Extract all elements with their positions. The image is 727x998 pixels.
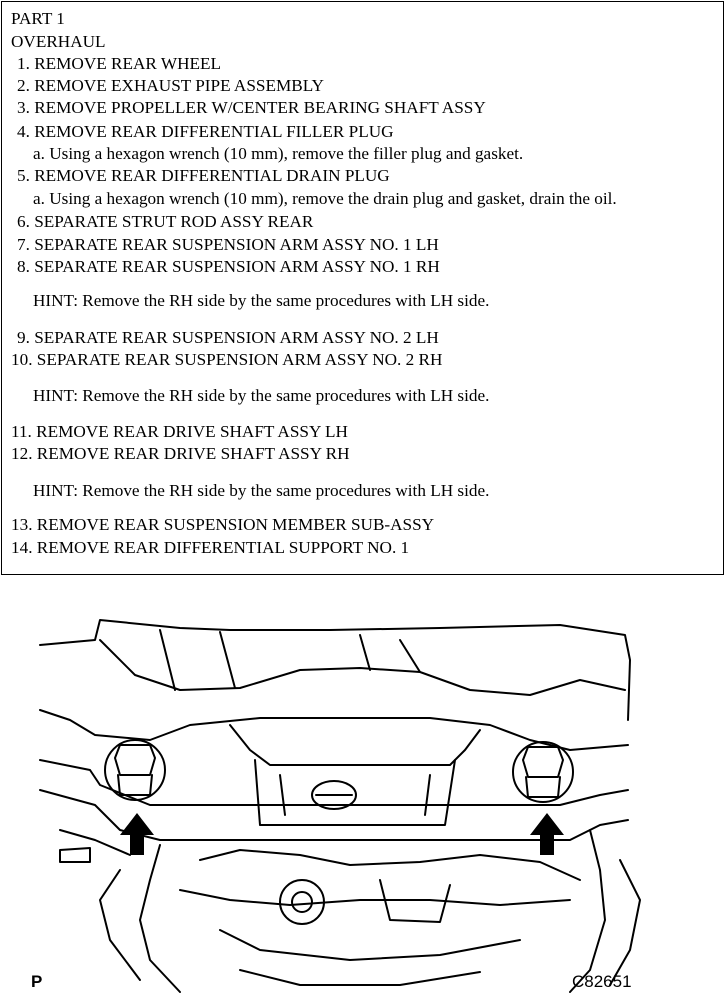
step-14: 14. REMOVE REAR DIFFERENTIAL SUPPORT NO. 1 xyxy=(11,538,410,557)
step-6: 6. SEPARATE STRUT ROD ASSY REAR xyxy=(17,212,314,231)
instruction-box xyxy=(1,1,724,575)
line-drawing xyxy=(0,600,727,993)
step-1: 1. REMOVE REAR WHEEL xyxy=(17,54,222,73)
step-10: 10. SEPARATE REAR SUSPENSION ARM ASSY NO. 2 RH xyxy=(11,350,443,369)
arrow-left-icon xyxy=(120,813,154,855)
part-label: PART 1 xyxy=(11,9,65,28)
corner-label: P xyxy=(31,972,43,991)
hint-2: HINT: Remove the RH side by the same procedures with LH side. xyxy=(33,386,490,405)
differential-support-illustration xyxy=(0,600,727,993)
step-4a: a. Using a hexagon wrench (10 mm), remove the filler plug and gasket. xyxy=(33,144,524,163)
step-5: 5. REMOVE REAR DIFFERENTIAL DRAIN PLUG xyxy=(17,166,390,185)
step-9: 9. SEPARATE REAR SUSPENSION ARM ASSY NO. 2 LH xyxy=(17,328,439,347)
step-8: 8. SEPARATE REAR SUSPENSION ARM ASSY NO. 1 RH xyxy=(17,257,440,276)
hint-1: HINT: Remove the RH side by the same procedures with LH side. xyxy=(33,291,490,310)
step-5a: a. Using a hexagon wrench (10 mm), remove the drain plug and gasket, drain the oil. xyxy=(33,189,617,208)
step-12: 12. REMOVE REAR DRIVE SHAFT ASSY RH xyxy=(11,444,350,463)
arrow-right-icon xyxy=(530,813,564,855)
step-11: 11. REMOVE REAR DRIVE SHAFT ASSY LH xyxy=(11,422,348,441)
step-3: 3. REMOVE PROPELLER W/CENTER BEARING SHAFT ASSY xyxy=(17,98,486,117)
step-2: 2. REMOVE EXHAUST PIPE ASSEMBLY xyxy=(17,76,324,95)
hint-3: HINT: Remove the RH side by the same procedures with LH side. xyxy=(33,481,490,500)
figure-code: C82651 xyxy=(572,972,632,991)
step-4: 4. REMOVE REAR DIFFERENTIAL FILLER PLUG xyxy=(17,122,394,141)
step-13: 13. REMOVE REAR SUSPENSION MEMBER SUB-ASSY xyxy=(11,515,435,534)
step-7: 7. SEPARATE REAR SUSPENSION ARM ASSY NO. 1 LH xyxy=(17,235,439,254)
section-title: OVERHAUL xyxy=(11,32,106,51)
